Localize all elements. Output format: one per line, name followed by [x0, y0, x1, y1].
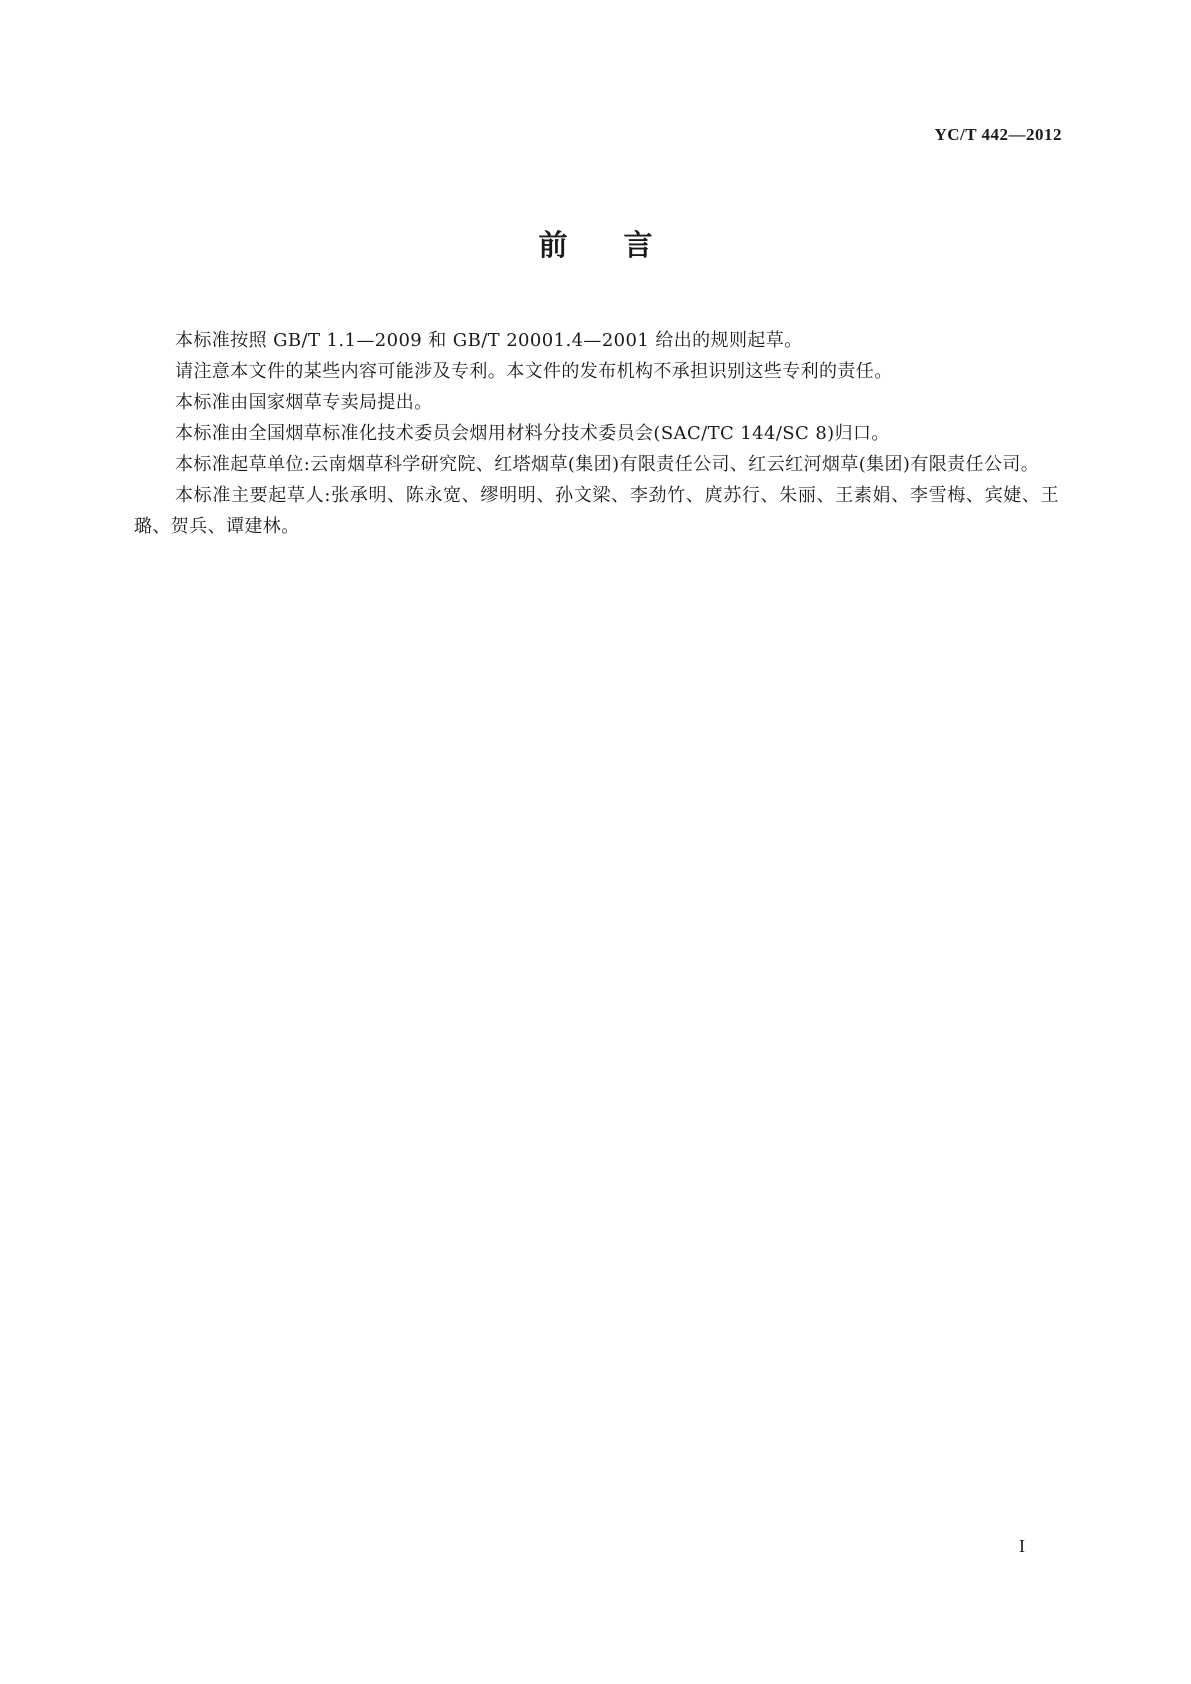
paragraph-drafters: 本标准主要起草人:张承明、陈永宽、缪明明、孙文梁、李劲竹、庹苏行、朱丽、王素娟、李雪梅、宾婕、王璐、贺兵、谭建林。: [134, 485, 1059, 537]
paragraph-proposer: 本标准由国家烟草专卖局提出。: [175, 392, 433, 413]
page-title: 前言: [538, 228, 709, 262]
foreword-body: [134, 325, 1059, 542]
paragraph-committee: 本标准由全国烟草标准化技术委员会烟用材料分技术委员会(SAC/TC 144/SC 8)归口。: [175, 423, 890, 444]
standard-code: YC/T 442—2012: [934, 125, 1062, 144]
page-number: I: [1019, 1536, 1025, 1556]
paragraph-drafting-units: 本标准起草单位:云南烟草科学研究院、红塔烟草(集团)有限责任公司、红云红河烟草(集团)有限责任公司。: [175, 454, 1040, 475]
paragraph-drafting-rules: 本标准按照 GB/T 1.1—2009 和 GB/T 20001.4—2001 给出的规则起草。: [175, 330, 803, 351]
paragraph-patent-notice: 请注意本文件的某些内容可能涉及专利。本文件的发布机构不承担识别这些专利的责任。: [175, 361, 893, 382]
